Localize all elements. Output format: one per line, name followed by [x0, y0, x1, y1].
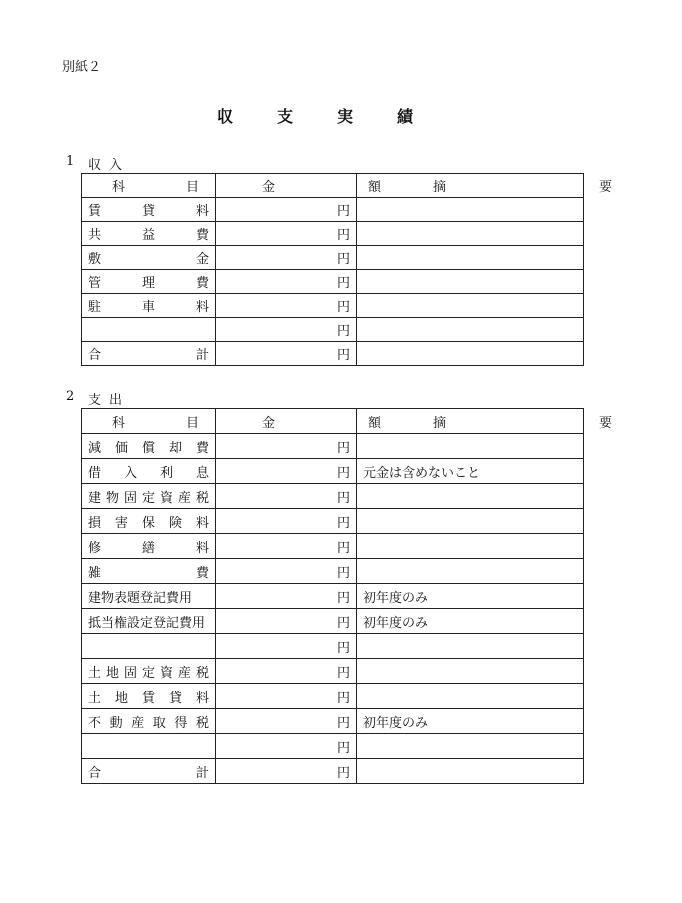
- item-cell: 敷金: [82, 246, 216, 270]
- income-section-heading: [66, 154, 130, 173]
- note-cell: [357, 684, 584, 709]
- amount-cell: 円: [216, 684, 357, 709]
- note-cell: [357, 534, 584, 559]
- note-cell: [357, 342, 584, 366]
- note-cell: [357, 634, 584, 659]
- item-cell: 不動産取得税: [82, 709, 216, 734]
- amount-cell: 円: [216, 509, 357, 534]
- table-row: [82, 684, 584, 709]
- note-cell: [357, 270, 584, 294]
- amount-cell: 円: [216, 294, 357, 318]
- note-cell: [357, 222, 584, 246]
- note-cell: [357, 246, 584, 270]
- item-cell: 共益費: [82, 222, 216, 246]
- note-cell: 初年度のみ: [357, 609, 584, 634]
- amount-cell: 円: [216, 584, 357, 609]
- note-cell: [357, 434, 584, 459]
- income-section-label: 収入: [88, 158, 131, 173]
- item-cell: 抵当権設定登記費用: [82, 609, 216, 634]
- table-row: [82, 509, 584, 534]
- income-rows: [82, 198, 584, 366]
- income-header-row: [82, 174, 584, 198]
- amount-cell: 円: [216, 246, 357, 270]
- expense-rows: [82, 434, 584, 784]
- amount-cell: 円: [216, 634, 357, 659]
- note-cell: [357, 198, 584, 222]
- table-row: [82, 759, 584, 784]
- amount-cell: 円: [216, 318, 357, 342]
- expense-table: [81, 408, 682, 784]
- item-cell: 減価償却費: [82, 434, 216, 459]
- item-cell: 借入利息: [82, 459, 216, 484]
- amount-cell: 円: [216, 484, 357, 509]
- amount-cell: 円: [216, 759, 357, 784]
- table-row: [82, 270, 584, 294]
- expense-section-label: 支出: [88, 393, 131, 408]
- amount-cell: 円: [216, 198, 357, 222]
- amount-cell: 円: [216, 434, 357, 459]
- item-cell: 建物表題登記費用: [82, 584, 216, 609]
- note-cell: [357, 294, 584, 318]
- table-row: [82, 459, 584, 484]
- column-header-amount: 金 額: [216, 174, 357, 198]
- expense-header-row: [82, 409, 584, 434]
- amount-cell: 円: [216, 609, 357, 634]
- amount-cell: 円: [216, 659, 357, 684]
- item-cell: 賃貸料: [82, 198, 216, 222]
- item-cell: 雑費: [82, 559, 216, 584]
- item-cell: 建物固定資産税: [82, 484, 216, 509]
- table-row: [82, 198, 584, 222]
- item-cell: 管理費: [82, 270, 216, 294]
- column-header-note: 摘 要: [357, 409, 584, 434]
- note-cell: [357, 734, 584, 759]
- amount-cell: 円: [216, 459, 357, 484]
- item-cell: 合計: [82, 759, 216, 784]
- income-section-number: 1: [66, 154, 75, 169]
- item-cell: 修繕料: [82, 534, 216, 559]
- table-row: [82, 222, 584, 246]
- amount-cell: 円: [216, 222, 357, 246]
- table-row: [82, 584, 584, 609]
- note-cell: [357, 509, 584, 534]
- table-row: [82, 434, 584, 459]
- expense-section-number: 2: [66, 389, 75, 404]
- table-row: [82, 559, 584, 584]
- table-row: [82, 294, 584, 318]
- amount-cell: 円: [216, 559, 357, 584]
- item-cell: 土地賃貸料: [82, 684, 216, 709]
- attachment-label: 別紙２: [62, 60, 102, 75]
- item-cell: 土地固定資産税: [82, 659, 216, 684]
- item-cell: [82, 634, 216, 659]
- item-cell: 損害保険料: [82, 509, 216, 534]
- note-cell: 初年度のみ: [357, 709, 584, 734]
- note-cell: [357, 759, 584, 784]
- item-cell: [82, 734, 216, 759]
- item-cell: 合計: [82, 342, 216, 366]
- table-row: [82, 659, 584, 684]
- amount-cell: 円: [216, 734, 357, 759]
- table-row: [82, 318, 584, 342]
- note-cell: 元金は含めないこと: [357, 459, 584, 484]
- note-cell: 初年度のみ: [357, 584, 584, 609]
- note-cell: [357, 484, 584, 509]
- item-cell: [82, 318, 216, 342]
- column-header-note: 摘 要: [357, 174, 584, 198]
- column-header-item: 科 目: [82, 409, 216, 434]
- income-table: [81, 173, 682, 366]
- table-row: [82, 246, 584, 270]
- amount-cell: 円: [216, 270, 357, 294]
- column-header-item: 科 目: [82, 174, 216, 198]
- note-cell: [357, 318, 584, 342]
- table-row: [82, 734, 584, 759]
- column-header-amount: 金 額: [216, 409, 357, 434]
- expense-section-heading: [66, 389, 130, 408]
- amount-cell: 円: [216, 534, 357, 559]
- table-row: [82, 709, 584, 734]
- note-cell: [357, 559, 584, 584]
- table-row: [82, 342, 584, 366]
- table-row: [82, 534, 584, 559]
- amount-cell: 円: [216, 709, 357, 734]
- table-row: [82, 634, 584, 659]
- table-row: [82, 484, 584, 509]
- table-row: [82, 609, 584, 634]
- note-cell: [357, 659, 584, 684]
- item-cell: 駐車料: [82, 294, 216, 318]
- document-title: 収 支 実 績: [216, 107, 427, 126]
- amount-cell: 円: [216, 342, 357, 366]
